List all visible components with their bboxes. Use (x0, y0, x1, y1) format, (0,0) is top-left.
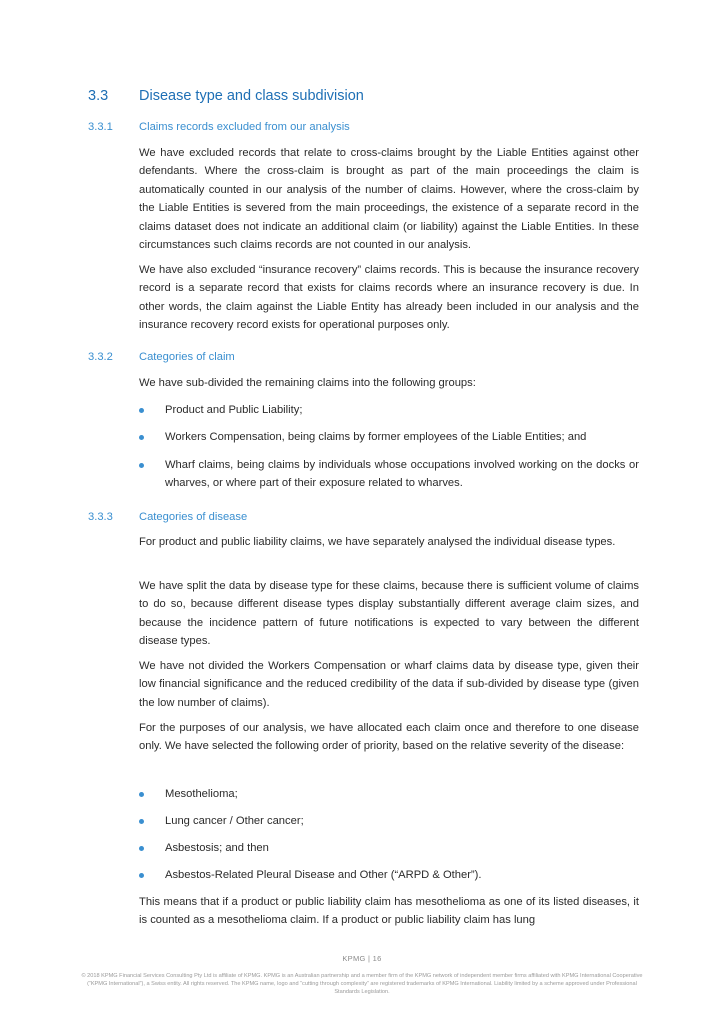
subsection-heading-categories-of-claim (88, 350, 235, 364)
paragraph: We have excluded records that relate to cross-claims brought by the Liable Entities against other defendants. Where the cross-claim is brought as part of the main proceedings the claim is automatically counted in our analysis of the number of claims. However, where the cross-claim by the Liable Entities is severed from the main proceedings, the existence of a separate record in the claims dataset does not indicate an additional claim (or liability) against the Liable Entities. In these circumstances such claims records are not counted in our analysis. (139, 147, 639, 252)
subsection-title: Categories of claim (139, 351, 235, 363)
subsection-number: 3.3.2 (88, 351, 113, 363)
bullet-icon (139, 435, 144, 440)
page-number: KPMG | 16 (342, 954, 382, 963)
paragraph: This means that if a product or public liability claim has mesothelioma as one of its listed diseases, it is counted as a mesothelioma claim. If a product or public liability claim has lung (139, 896, 639, 927)
bullet-icon (139, 463, 144, 468)
legal-footer: © 2018 KPMG Financial Services Consulting Pty Ltd is affiliate of KPMG. KPMG is an Australian partnership and a member firm of the KPMG network of independent member firms affiliated with KPMG International Cooperative (“KPMG International”), a Swiss entity. All rights reserved. The KPMG name, logo and “cutting through complexity” are registered trademarks of KPMG International. Liability limited by a scheme approved under Professional Standards Legislation. (81, 973, 643, 996)
bullet-text: Wharf claims, being claims by individuals whose occupations involved working on the docks or wharves, or where part of their exposure related to wharves. (165, 459, 639, 490)
bullet-item (139, 456, 639, 493)
bullet-icon (139, 846, 144, 851)
section-number: 3.3 (88, 88, 109, 104)
section-heading (88, 87, 648, 105)
bullet-icon (139, 408, 144, 413)
bullet-item (139, 812, 639, 830)
subsection-number: 3.3.3 (88, 511, 113, 523)
subsection-title: Categories of disease (139, 511, 248, 523)
bullet-item (139, 428, 639, 446)
subsection-heading-categories-of-disease (88, 510, 247, 524)
subsection-number: 3.3.1 (88, 121, 113, 133)
paragraph: We have not divided the Workers Compensation or wharf claims data by disease type, given their low financial significance and the reduced credibility of the data if sub-divided by disease type (given the low number of claims). (139, 660, 639, 709)
bullet-text: Workers Compensation, being claims by former employees of the Liable Entities; and (165, 431, 587, 443)
subsection-title: Claims records excluded from our analysis (139, 121, 350, 133)
paragraph: We have split the data by disease type for these claims, because there is sufficient volume of claims to do so, because different disease types display substantially different average claim sizes, and because the incidence pattern of future notifications is expected to vary between the different disease types. (139, 580, 639, 648)
bullet-text: Asbestosis; and then (165, 842, 269, 854)
bullet-item (139, 785, 639, 803)
bullet-icon (139, 819, 144, 824)
bullet-text: Asbestos-Related Pleural Disease and Other (“ARPD & Other”). (165, 869, 482, 881)
bullet-text: Mesothelioma; (165, 788, 238, 800)
paragraph: For product and public liability claims, we have separately analysed the individual disease types. (139, 536, 616, 548)
bullet-icon (139, 792, 144, 797)
bullet-icon (139, 873, 144, 878)
bullet-item (139, 401, 639, 419)
paragraph: We have sub-divided the remaining claims into the following groups: (139, 377, 476, 389)
paragraph: For the purposes of our analysis, we have allocated each claim once and therefore to one disease only. We have selected the following order of priority, based on the relative severity of the disease: (139, 722, 639, 753)
bullet-text: Lung cancer / Other cancer; (165, 815, 304, 827)
section-title: Disease type and class subdivision (139, 88, 364, 104)
paragraph: We have also excluded “insurance recovery” claims records. This is because the insurance recovery record is a separate record that exists for claims records where an insurance recovery is due. In other words, the claim against the Liable Entity has already been included in our analysis and the insurance recovery record exists for operational purposes only. (139, 264, 639, 332)
bullet-text: Product and Public Liability; (165, 404, 303, 416)
bullet-item (139, 839, 639, 857)
subsection-heading-claims-records (88, 120, 350, 134)
bullet-item (139, 866, 639, 884)
